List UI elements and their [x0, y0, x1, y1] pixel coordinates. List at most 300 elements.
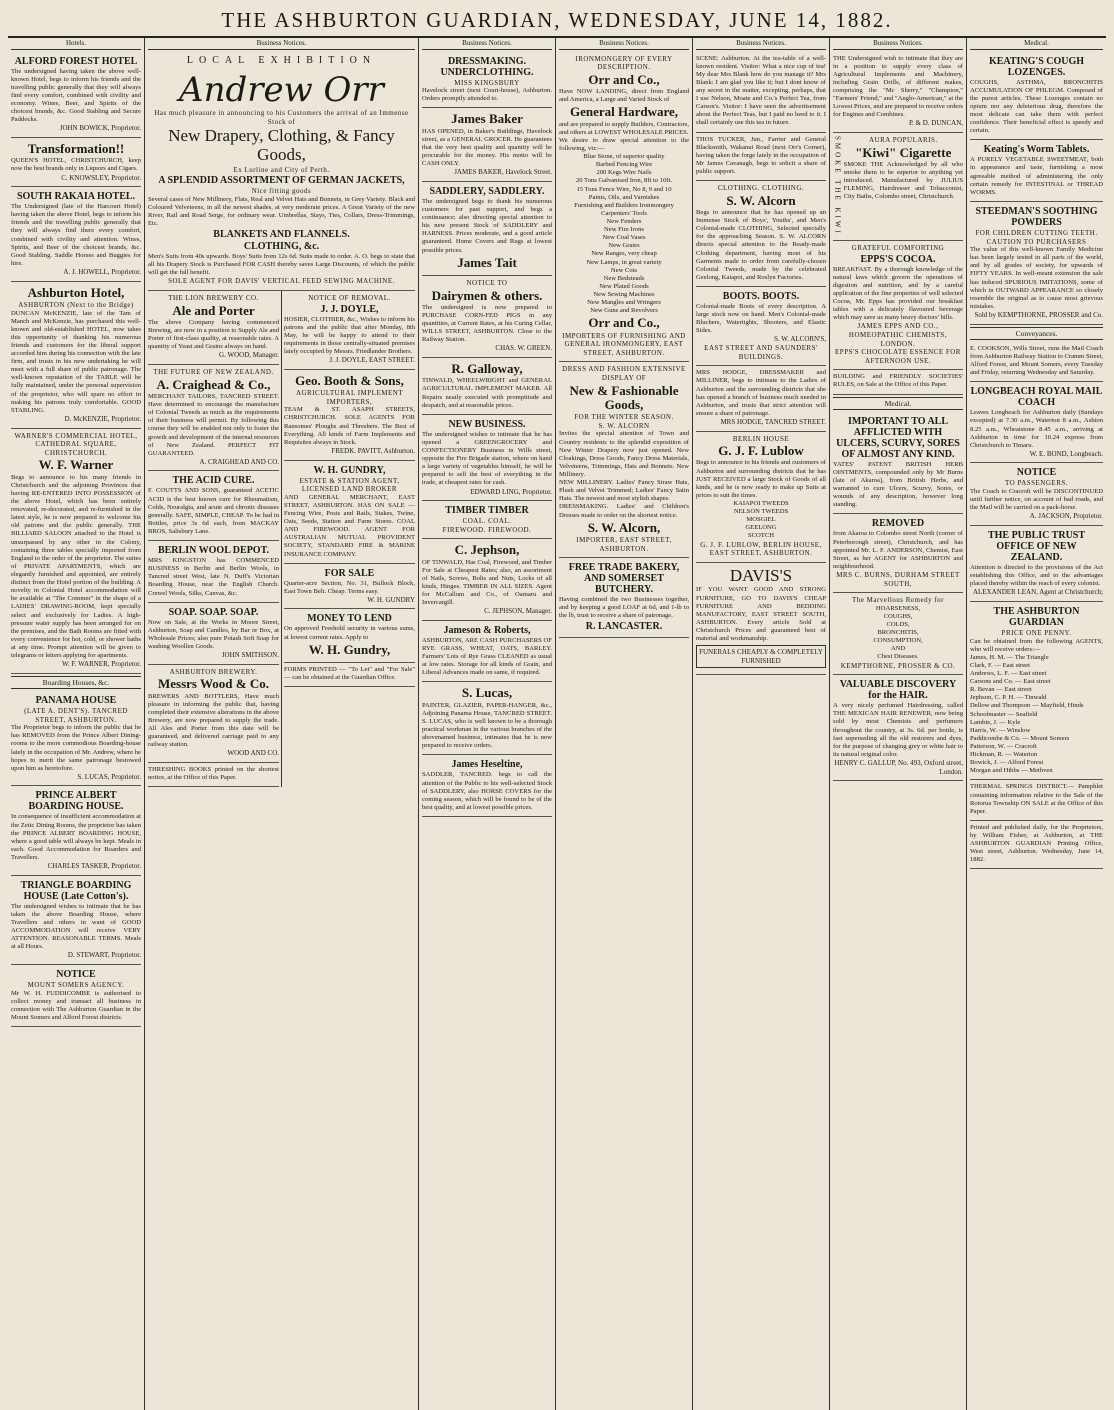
ad-subtitle: CLOTHING. CLOTHING. — [717, 184, 805, 193]
list-item: Bowick, J. — Alford Forest — [970, 759, 1044, 767]
list-item: New Bedsteads — [603, 274, 645, 282]
ad-body: Begs to announce to his friends and customers of Ashburton and surrounding districts that he has JUST RECEIVED a large Stock of Goods of all kinds, and he is now ready to make up Suits at prices to suit the times. — [696, 459, 826, 499]
ad-title: LONGBEACH ROYAL MAIL COACH — [970, 386, 1103, 409]
ad-signature: W. F. WARNER, Proprietor. — [62, 660, 141, 669]
ad-lion-brewery — [148, 291, 279, 365]
ad-tea-scene — [696, 52, 826, 133]
ad-gundry — [284, 461, 415, 564]
ad-signature: CHARLES TASKER, Proprietor. — [47, 862, 141, 871]
ad-body: HOSIER, CLOTHIER, &c., Wishes to inform his patrons and the public that after Monday, 8th May, he will be happy to attend to their requirements in those centrally-situated premises lately occupied by Messrs. Friedlander Brothers. — [284, 315, 415, 356]
millinery-body: NEW MILLINERY. Ladies' Fancy Straw Hats, Plush and Velvet Trimmed; Ladies' Fancy Satin Hats. The newest and most stylish shapes. — [559, 479, 689, 503]
ad-lublow — [696, 432, 826, 563]
ad-body: FIREWOOD. FIREWOOD. — [442, 525, 532, 534]
ad-worm-tablets — [970, 140, 1103, 202]
ad-signature: HENRY C. GALLUP, No. 493, Oxford street, London. — [834, 758, 963, 776]
ad-title: W. F. Warner — [38, 457, 114, 473]
ad-steedman — [970, 202, 1103, 325]
ad-title: James Heseltine, — [451, 759, 523, 771]
list-item: New Fenders — [606, 217, 642, 225]
ad-body: Attention is directed to the provisions of the Act establishing this Office, and to the advantages placed thereby within the reach of every colonist. — [970, 563, 1103, 588]
ad-signature: ALEXANDER LEAN, Agent at Christchurch; — [972, 588, 1103, 597]
list-item: Carsons and Co. — East street — [970, 678, 1051, 686]
ad-signature: G. J. F. LUBLOW, BERLIN HOUSE, EAST STREET, ASHBURTON. — [700, 540, 822, 558]
ad-body: Several cases of New Millinery, Flats, Real and Velvet Hats and Bonnets, in Grey Variety. Black and Coloured Velveteens, in all the newest shades, at very moderate prices. A Great Variety of the new River, Rail and Road Serge, for ordinary wear. Umbrellas, Stays, Ties, Collars, Dress-Trimmings, Etc. — [148, 195, 415, 228]
section-heading: Boarding Houses, &c. — [11, 676, 141, 689]
ad-signature: Sold by KEMPTHORNE, PROSSER and Co. — [974, 311, 1103, 320]
list-item: GEELONG — [745, 524, 777, 532]
ad-signature: EDWARD LING, Proprietor. — [470, 487, 552, 496]
ad-body: Mr W. H. FUDDICOMBE is authorised to collect money and transact all business in connection with The Ashburton Guardian in the Mount Somers and Alford Forest districts. — [11, 989, 141, 1021]
ad-ulcers — [833, 412, 963, 515]
ad-signature: A. CRAIGHEAD AND CO. — [199, 457, 279, 466]
ad-subtitle: COAL. COAL. — [462, 517, 512, 526]
ad-guardian-agents — [970, 602, 1103, 780]
ad-body: Leaves Longbeach for Ashburton daily (Sundays excepted) at 7.30 a.m., Waterton 8 a.m., Ashton 8.25 a.m., Wheatstone 8.45 a.m., arriving at Ashburton in time for 10.24 express from Christchurch to Timaru. — [970, 409, 1103, 449]
ad-body: In consequence of insufficient accommodation at the Zetic Dining Rooms, the proprietor has taken the PRINCE ALBERT BOARDING HOUSE, where a good table will always be kept. Meals in each. Good Accommodation for Boarders and Travellers. — [11, 813, 141, 862]
ad-title: PRINCE ALBERT BOARDING HOUSE. — [28, 790, 124, 813]
ad-subtitle: ASHBURTON (Next to the Bridge) — [18, 300, 134, 309]
ad-body: SADDLER, TANCRED. begs to call the attention of the Public to his well-selected Stock of SADDLERY, also HORSE COVERS for the coming season, which will be found to be of the best quality, and at lowest possible prices. — [422, 771, 552, 811]
ad-signature: WOOD AND CO. — [227, 749, 279, 758]
sole-agent-line: SOLE AGENT FOR DAVIS' VERTICAL FEED SEWING MACHINE. — [168, 277, 395, 286]
ad-title: SOUTH RAKAIA HOTEL. — [16, 191, 136, 203]
ad-title: KEATING'S COUGH LOZENGES. — [988, 55, 1085, 78]
list-item: Chest Diseases. — [877, 653, 919, 661]
ad-signature: S. LUCAS, Proprietor. — [77, 772, 141, 781]
ad-acid-cure — [148, 471, 279, 541]
imprint-text: Printed and published daily, for the Proprietors, by William Fisher, at Ashburton, at THE ASHBURTON GUARDIAN Printing Office, West street, Ashburton. Wednesday, June 14, 1882. — [970, 823, 1103, 864]
ad-signature: JOHN SMITHSON. — [221, 651, 279, 660]
caution-line: CAUTION TO PURCHASERS — [986, 237, 1087, 246]
ad-body: Quarter-acre Section, No. 31, Bullock Block, East Town Belt. Cheap. Terms easy. — [284, 579, 415, 595]
columns — [8, 38, 1106, 1410]
list-item: Andrews, L. F. — East street — [970, 669, 1047, 677]
ad-prince-albert — [11, 786, 141, 875]
list-item: R. Bevan — East street — [970, 686, 1032, 694]
hardware-heading: General Hardware, — [569, 104, 679, 120]
column-heading: Business Notices. — [422, 38, 552, 50]
blankets-heading: BLANKETS AND FLANNELS. — [213, 229, 350, 241]
ad-signature: R. LANCASTER. — [585, 621, 663, 633]
ad-title: Keating's Worm Tablets. — [983, 144, 1090, 156]
ad-title: SOAP. SOAP. SOAP. — [168, 606, 259, 618]
ad-body: A PURELY VEGETABLE SWEETMEAT, both in appearance and taste, furnishing a most agreeable method of administering the only certain remedy for INTESTINAL or THREAD WORMS. — [970, 156, 1103, 196]
section-heading: Conveyances. — [970, 327, 1103, 340]
ad-ashburton-hotel — [11, 282, 141, 429]
ad-intro: Has much pleasure in announcing to his Customers the arrival of an Immense Stock of — [154, 108, 409, 126]
ad-title: G. J. F. Lublow — [718, 443, 804, 459]
list-item: HOARSENESS, — [875, 604, 921, 612]
list-item: New Lamps, in great variety — [586, 258, 662, 266]
ad-body: The undersigned wishes to intimate that he has taken the above Boarding House, where Travellers and others in want of GOOD ACCOMMODATION will receive VERY ATTENTION. REASONABLE TERMS. Meals at all Hours. — [11, 902, 141, 951]
ad-epps-cocoa — [833, 241, 963, 370]
ad-subtitle: (LATE A. DENT'S). TANCRED STREET, ASHBURTON. — [24, 707, 128, 724]
ad-title: NOTICE — [56, 969, 96, 981]
ad-notice-passengers — [970, 463, 1103, 526]
ad-signature: S. W. ALCORN — [598, 421, 650, 430]
ad-body: A very nicely perfumed Hairdressing, called THE MEXICAN HAIR RENEWER, now being sold by most Chemists and perfumers throughout the country, at 3s. 6d. per bottle, is fast superseding all the old restorers and dyes, for the purpose of changing grey or white hair to its natural original color. — [833, 702, 963, 758]
ad-subtitle: REMOVED — [871, 518, 925, 530]
ad-body: THERMAL SPRINGS DISTRICT.— Pamphlet containing information relative to the Sale of the Rotorua Township ON SALE at the Office of this Paper. — [970, 783, 1103, 815]
ad-title: R. Galloway, — [451, 361, 523, 377]
ad-thermal-springs — [970, 780, 1103, 820]
ad-triangle-boarding — [11, 876, 141, 965]
clothing-heading: CLOTHING, &c. — [243, 241, 320, 253]
attention-line: We desire to draw special attention to the following, viz:— — [559, 136, 689, 152]
list-item: NELSON TWEEDS — [733, 508, 789, 516]
ad-signature: P. & D. DUNCAN, — [908, 119, 963, 128]
column-medical — [967, 38, 1106, 1410]
list-item: James, H. M. — The Triangle — [970, 653, 1049, 661]
ad-kempthorne-remedy — [833, 593, 963, 675]
column-business-notices-main — [145, 38, 419, 1410]
ad-subtitle: MOUNT SOMERS AGENCY. — [27, 981, 125, 990]
ad-body: HAS OPENED, in Baker's Buildings, Havelock street, as a GENERAL GROCER. He guarantees that the very best quality and quantity will be procurable for the money. His motto will be CASH ONLY. — [422, 127, 552, 168]
list-item: New Ranges, very cheap — [591, 250, 657, 258]
list-item: COLDS, — [886, 621, 910, 629]
ad-body: MRS KINGSTON has COMMENCED BUSINESS in Berlin and Berlin Wools, in Tancred street West, late N. Duff's Victorian Boarding House, near the English Church. Crewel Wools, Silks, Canvas, &c. — [148, 557, 279, 597]
ad-subtitle: THE LION BREWERY CO. — [168, 294, 259, 303]
ad-body: TEAM & ST. ASAPH STREETS, CHRISTCHURCH. SOLE AGENTS FOR Ransomes' Ploughs and Threshers. The Best of Everything. All kinds of Farm Implements and Requisites always in Stock. — [284, 406, 415, 446]
ad-body: The value of this well-known Family Medicine has been largely tested in all parts of the world, and by all grades of society, for upwards of FIFTY YEARS. In well-meant extension the sale has induced SPURIOUS IMITATIONS, some of which in OUTWARD APPEARANCE so closely resemble the original as to cause most grievous mistakes. — [970, 246, 1103, 310]
ad-signature: MRS HODGE, TANCRED STREET. — [720, 417, 826, 426]
ad-panama-house — [11, 691, 141, 786]
list-item: Schoolmaster — Seafield — [970, 710, 1038, 718]
ad-body: The Undersigned (late of the Harcourt Hotel) having taken the above Hotel, begs to inform his friends and the travelling public generally that they will always find there every comfort, combined with civility and attention. Wines, Spirits, and Beer of the choicest brands, &c. Good Stabling. Saddle Horses and Buggies for hire. — [11, 203, 141, 267]
ad-jephson — [422, 539, 552, 621]
ad-alford-forest-hotel — [11, 52, 141, 138]
list-item: New Fire Irons — [604, 226, 644, 234]
ad-title: ALFORD FOREST HOTEL — [14, 55, 138, 67]
ad-subtitle: EAST STREET AND SAUNDERS' BUILDINGS. — [704, 344, 818, 361]
ad-body: YATES' PATENT BRITISH HERB OINTMENTS, compounded only by Mr Burns (late of Akaroa), from British Herbs, and warranted to cure Ulcers, Scurvy, Sores, or wounds of any description, however long standing. — [833, 460, 963, 509]
ad-s-lucas — [422, 682, 552, 755]
ad-body: FORMS PRINTED — "To Let" and "For Sale" — can be obtained at the Guardian Office. — [284, 665, 415, 682]
ad-jameson-roberts — [422, 621, 552, 683]
ad-body: Begs to announce to his many friends in Christchurch and the adjoining Provinces that having RE-ENTERED INTO POSSESSION of the above Hotel, which has been entirely renovated, re-decorated, and re-furnished in the latest style, he is now prepared to welcome his old patrons and the public generally. THE BILLIARD SALOON attached to the Hotel is unsurpassed by any other in the Colony, containing three tables specially imported from England to the order of the proprietor. The suites of PRIVATE APARTMENTS, which are elegantly furnished and appointed, are entirely distinct from the Hotel portion of the building. A novelty in Colonial Hotel accommodation will be available at "The Commer" in the shape of a LADIES' DRAWING-ROOM, kept specially select and exclusively for Ladies. A high-pressure water supply has been arranged for on the premises, and the Bath Rooms are fitted with every convenience for hot, cold, or shower baths at any time. Prompt attention will be given to telegrams or letters applying for apartments. — [11, 473, 141, 660]
list-item: 20 Tons Galvanised Iron, 8ft to 10ft. — [575, 177, 673, 185]
list-item: New Guns and Revolvers — [590, 307, 658, 315]
side-banner: SMOKE THE KIWI — [833, 136, 842, 236]
ad-cookson-coach — [970, 342, 1103, 382]
ad-saddlery — [422, 182, 552, 276]
ad-subtitle: IRONMONGERY OF EVERY DESCRIPTION. — [575, 54, 673, 72]
ad-andrew-orr — [148, 52, 415, 291]
ad-body: The undersigned wishes to intimate that he has opened a GREENGROCERY and CONFECTIONERY Business in Wills street, opposite the Fire Brigade station, where on hand a large variety of vegetables himself, he will be prepared to sell the best of everything in the trade, at cheapest rates for cash. — [422, 430, 552, 487]
ad-subtitle: TO PASSENGERS. — [1004, 479, 1069, 488]
ad-signature: D. STEWART, Proprietor. — [67, 951, 141, 960]
ad-signature: James Tait — [457, 254, 517, 270]
ad-title: New Drapery, Clothing, & Fancy Goods, — [168, 126, 395, 164]
ad-alcorn-dress — [559, 362, 689, 558]
ad-title: BOOTS. BOOTS. — [722, 291, 800, 303]
ad-title: SADDLERY, SADDLERY. — [429, 185, 545, 197]
list-item: CONSUMPTION, — [873, 637, 923, 645]
ad-galloway — [422, 358, 552, 415]
ad-signature: A. J. HOWELL, Proprietor. — [63, 267, 141, 276]
ad-body: THOS TUCKER, Jun., Farrier and General Blacksmith, Wakanui Road (next Orr's Corner), having taken the forge lately in the occupation of Mr James Cavanagh, begs to solicit a share of public support. — [696, 135, 826, 176]
ad-subtitle: IMPORTERS OF FURNISHING AND GENERAL IRONMONGERY, EAST STREET, ASHBURTON. — [562, 331, 686, 357]
signature-logo: Andrew Orr — [179, 69, 384, 110]
ad-title: S. W. Alcorn, — [587, 519, 661, 535]
ad-duncan-implements — [833, 52, 963, 133]
ad-body: Begs to announce that he has opened up an Immense Stock of Boys', Youths', and Men's Colonial-made CLOTHING, Selected specially for the approaching Season. S. W. ALCORN directs special attention to the Ready-made Clothing department, having most of his Garments made to order from carefully-chosen Colonial Tweeds, made by the celebrated Geelong, Kaiapoi, and Roslyn Factories. — [696, 209, 826, 281]
list-item: New Grates — [608, 242, 640, 250]
ad-threshing-books — [148, 763, 279, 787]
ad-title: Ale and Porter — [172, 302, 255, 318]
list-item: 200 Kegs Wire Nails — [596, 169, 652, 177]
column-heading: Hotels. — [11, 38, 141, 50]
ad-keating-lozenges — [970, 52, 1103, 141]
ad-title: New & Fashionable Goods, — [569, 382, 679, 412]
ad-title: C. Jephson, — [454, 542, 520, 558]
list-item: Dellow and Thompson — Mayfield, Hinds — [970, 702, 1084, 710]
list-item: Clark, F. — East street — [970, 661, 1030, 669]
list-item: Harris, W. — Winslow — [970, 726, 1031, 734]
list-item: Barbed Fencing Wire — [595, 161, 653, 169]
ad-subtitle: AGRICULTURAL IMPLEMENT IMPORTERS, — [295, 389, 404, 406]
kiwi-main — [844, 136, 963, 236]
ad-body: BREWERS AND BOTTLERS, Have much pleasure in informing the public that, having completed their extensive alterations in the above Brewery, are now prepared to supply the trade. All Ales and Porter from this date will be guaranteed, and delivered carriage paid to any railway station. — [148, 692, 279, 749]
column-heading: Business Notices. — [696, 38, 826, 50]
list-item: New Coal Vases — [602, 234, 646, 242]
ad-title: PANAMA HOUSE — [35, 695, 117, 706]
masthead: THE ASHBURTON GUARDIAN, WEDNESDAY, JUNE 14, 1882. — [8, 6, 1106, 38]
ad-transformation — [11, 138, 141, 187]
ad-mrs-hodge — [696, 366, 826, 431]
ad-title: THE ACID CURE. — [172, 475, 255, 487]
ad-title: THE ASHBURTON GUARDIAN — [993, 605, 1080, 628]
list-item: AND — [890, 645, 906, 653]
ad-kiwi-cigarette — [833, 133, 963, 241]
ad-body: The above Company having commenced Brewing, are now in a position to Supply Ale and Porter of first-class quality, at reasonable rates. A quantity of Yeast and Grains always on hand. — [148, 319, 279, 351]
ad-body: Invites the special attention of Town and Country residents to the splendid exposition of New Winter Drapery now just opened. New Cloakings, Dress Goods, Fancy Dress Materials, Velveteens, Trimmings, Hats and Bonnets. New Millinery. — [559, 430, 689, 478]
ad-tucker — [696, 133, 826, 182]
ad-title: A. Craighead & Co., — [156, 376, 271, 392]
ad-signature: G. WOOD, Manager. — [219, 351, 279, 360]
ad-title: BERLIN WOOL DEPOT. — [157, 545, 270, 557]
ad-body: On approved Freehold security in various sums, at lowest current rates. Apply to — [284, 625, 415, 641]
list-item: New Cots — [610, 266, 638, 274]
ad-alcorn-clothing — [696, 181, 826, 287]
season-line: FOR THE WINTER SEASON. — [574, 413, 674, 422]
ad-signature: S. W. ALCORN'S, — [773, 335, 826, 344]
ad-body: DUNCAN McKENZIE, late of the Tam of Manch and McKenzie, has purchased this well-known and old-established HOTEL, now takes this opportunity of thanking his numerous friends and customers for the liberal support accorded him during his connection with the late firm, and trusts in his new undertaking he will meet with a full share of public patronage. The well-known reputation of the TABLE will be fully maintained, under the personal supervision of the proprietor, who will spare no effort in making his patrons truly comfortable. GOOD STABLING. — [11, 309, 141, 414]
funerals-box: FUNERALS CHEAPLY & COMPLETELY FURNISHED — [696, 645, 826, 668]
list-item: 15 Tons Fence Wire, No 8, 9 and 10 — [576, 185, 672, 193]
column-business-notices-4 — [556, 38, 693, 1410]
ad-forms-printed — [284, 663, 415, 687]
ad-body: COUGHS, ASTHMA, BRONCHITIS ACCUMULATION OF PHLEGM. Composed of the purest articles. These Lozenges contain no opium nor any deleterious drug, therefore the most delicate can take them with perfect confidence. Their beneficial effect is speedy and certain. — [970, 78, 1103, 135]
list-item: Morgan and Hibbs — Methven — [970, 767, 1053, 775]
list-item: Paddicombe & Co. — Mount Somers — [970, 734, 1070, 742]
ad-title: NEW BUSINESS. — [448, 418, 526, 430]
ad-doyle — [284, 291, 415, 370]
ad-subtitle: GRATEFUL COMFORTING — [851, 243, 945, 252]
ad-title: EPPS'S COCOA. — [860, 253, 936, 265]
ad-wood-brewery — [148, 665, 279, 763]
imprint — [970, 821, 1103, 870]
ad-body: from Akaroa to Colombo street North (corner of Peterborough street), Christchurch, and has appointed Mr. L. F. ANDERSON, Chemist, East Street, as her AGENT for ASHBURTON and neighbourhood. — [833, 530, 963, 570]
ad-title: DRESSMAKING. UNDERCLOTHING. — [440, 55, 534, 78]
ad-title: "Kiwi" Cigarette — [855, 144, 952, 160]
ad-subtitle: FOR CHILDREN CUTTING TEETH. — [975, 228, 1098, 237]
ad-body: SMOKE THE Acknowledged by all who smoke them to be superior to anything yet introduced. Manufactured by JULIUS FLEMING, Hairdresser and Tobacconist, City Baths, Colombo street, Christchurch. — [843, 161, 963, 201]
ad-signature: KEMPTHORNE, PROSSER & CO. — [840, 661, 956, 670]
ad-warner-hotel — [11, 429, 141, 674]
ad-signature: W. H. GUNDRY — [367, 595, 415, 604]
ad-title: Dairymen & others. — [431, 287, 543, 303]
list-item: New Plated Goods — [599, 282, 649, 290]
ad-title: Ashburton Hotel, — [27, 284, 125, 300]
ad-subtitle: THE FUTURE OF NEW ZEALAND. — [153, 368, 274, 377]
ad-kingsbury — [422, 52, 552, 109]
ad-signature: D. McKENZIE, Proprietor. — [64, 414, 141, 423]
ad-title: Geo. Booth & Sons, — [295, 372, 404, 388]
list-item: KAIAPOI TWEEDS — [733, 500, 789, 508]
ad-title: IMPORTANT TO ALL AFFLICTED WITH ULCERS, SCURVY, SORES OF ALMOST ANY KIND. — [836, 415, 960, 460]
ad-body: ASHBURTON, ARE CASH PURCHASERS OF RYE GRASS, WHEAT, OATS, BARLEY. Farmers' Lots of Rye Grass CLEANED as usual at low rates. Storage for all kinds of Grain, and Liberal Advances made on same, if required. — [422, 636, 552, 677]
ad-hair-discovery — [833, 675, 963, 781]
ad-title: Messrs Wood & Co. — [158, 676, 269, 692]
ad-money-to-lend — [284, 609, 415, 663]
ad-for-sale — [284, 564, 415, 610]
ad-heseltine — [422, 755, 552, 817]
ad-signature: JOHN BOWICK, Proprietor. — [59, 124, 141, 133]
ad-orr-hardware — [559, 52, 689, 363]
ad-body: BUILDING and FRIENDLY SOCIETIES' RULES, on Sale at the Office of this Paper. — [833, 373, 963, 389]
column-business-notices-5 — [693, 38, 830, 1410]
ad-subtitle: NOTICE OF REMOVAL. — [308, 294, 391, 303]
ad-signature: CHAS. W. GREEN. — [495, 344, 552, 353]
ad-body: TINWALD, WHEELWRIGHT and GENERAL AGRICULTURAL IMPLEMENT MAKER. All Repairs neatly executed with promptitude and despatch, and at reasonable prices. — [422, 377, 552, 409]
stock-list — [559, 153, 689, 315]
ad-title: S. W. Alcorn — [726, 192, 796, 208]
ad-title: Transformation!! — [27, 140, 125, 156]
sub-column-left — [148, 291, 279, 787]
ad-body: Now on Sale, at the Works in Moore Street, Ashburton, Soap and Candles, by Bar or Box, at Wholesale Prices; also pure Potash Soft Soap for washing Woollen Goods. — [148, 618, 279, 650]
list-item: Carpenters' Tools — [601, 209, 647, 217]
ad-body: BREAKFAST. By a thorough knowledge of the natural laws which govern the operations of digestion and nutrition, and by a careful application of the fine properties of well selected Cocoa, Mr. Epps has provided our breakfast tables with a delicately flavoured beverage which may save us many heavy doctors' bills. — [833, 265, 963, 322]
list-item: Jephson, C. P. H. — Tinwald — [970, 694, 1047, 702]
ad-burns-removed — [833, 514, 963, 593]
ad-body: QUEEN'S HOTEL, CHRISTCHURCH, keep now the best brands only in Liquors and Cigars. — [11, 157, 141, 173]
list-item: Hickman, R. — Waterton — [970, 751, 1038, 759]
ad-body: Can be obtained from the following AGENTS, who will receive orders:— — [970, 637, 1103, 653]
ad-body: The undersigned having taken the above well-known Hotel, begs to inform his friends and the travelling public generally that they will always find every comfort, combined with civility and economy. Wines, Beer, and Spirits of the choicest brands, &c. Good Stabling and Secure Paddocks. — [11, 67, 141, 124]
ad-body: F. COUTTS AND SONS, guaranteed ACETIC ACID is the best known cure for Rheumatism, Colds, Neuralgia, and acute and chronic diseases generally. SAFE, SIMPLE, CHEAP. To be had in Bottles, price 3s 6d each, from MACKAY BROS, Salisbury Lane. — [148, 487, 279, 535]
ad-subtitle: IMPORTER, EAST STREET, ASHBURTON. — [576, 535, 672, 553]
ad-subtitle: ESTATE & STATION AGENT, LICENSED LAND BROKER — [299, 476, 400, 494]
ad-body: THRESHING BOOKS printed on the shortest notice, at the Office of this Paper. — [148, 765, 279, 782]
ad-body: The Proprietor begs to inform the public that he has REMOVED from the Prince Albert Dining-rooms to the more commodious Boarding-house lately in the occupation of Mr. Andrew, where he hopes to merit the same patronage bestowed upon him as heretofore. — [11, 724, 141, 772]
ad-signature: FREDK. PAVITT, Ashburton. — [331, 446, 415, 455]
ad-body: IF YOU WANT GOOD AND STRONG FURNITURE, GO TO DAVIS'S CHEAP FURNITURE AND BEDDING MANUFACTORY, EAST STREET SOUTH, ASHBURTON. Every article Sold at Christchurch Prices and guaranteed best of material and workmanship. — [696, 586, 826, 643]
ad-signature: J. J. DOYLE, EAST STREET. — [329, 356, 415, 365]
ad-subtitle: Ex Lurline and City of Perth. — [233, 165, 330, 174]
ad-timber — [422, 501, 552, 539]
ad-new-business — [422, 415, 552, 501]
ad-davis-furniture — [696, 563, 826, 676]
ad-signature: A. JACKSON, Proprietor. — [1029, 512, 1103, 521]
ad-title: NOTICE — [1016, 467, 1057, 479]
list-item: BRONCHITIS, — [877, 629, 919, 637]
list-item: MOSGIEL — [746, 516, 776, 524]
column-hotels — [8, 38, 145, 1410]
ad-signature: JAMES BAKER, Havelock Street. — [454, 168, 552, 177]
ad-james-baker — [422, 108, 552, 181]
exhibition-heading: LOCAL EXHIBITION — [186, 54, 377, 66]
ad-body: The undersigned is now prepared to PURCHASE CORN-FED PIGS in any quantities, at Current Rates, at his Curing Cellar, WILLS STREET, ASHBURTON. Close to the Railway Station. — [422, 303, 552, 344]
ad-body: and are prepared to supply Builders, Contractors, and others at LOWEST WHOLESALE PRICES. — [559, 120, 689, 136]
ad-signature: MRS C. BURNS, DURHAM STREET SOUTH, — [836, 570, 960, 588]
ad-signature: JAMES EPPS AND CO., HOMEOPATHIC CHEMISTS, LONDON. — [848, 322, 948, 348]
section-heading: Medical. — [833, 397, 963, 410]
ad-title: DAVIS'S — [729, 565, 793, 585]
list-item: Patterson, W. — Cracroft — [970, 742, 1037, 750]
list-item: Furnishing and Builders Ironmongery — [574, 201, 674, 209]
ad-title: FOR SALE — [324, 567, 375, 579]
ad-body: THE Undersigned wish to intimate that they are in a position to supply every class of Agricultural Implements and Machinery, including Grain Drills, of different makes, comprising the "Mc Sherry," "Champion," "Farmers' Friend," and "Anglo-American," at the Lowest Prices, and are prepared to receive orders for Engines and Combines. — [833, 54, 963, 119]
column-heading: Business Notices. — [559, 38, 689, 50]
ad-subtitle: WARNER'S COMMERCIAL HOTEL, CATHEDRAL SQUARE, CHRISTCHURCH. — [14, 431, 138, 457]
list-item: Lambie, J. — Kyle — [970, 718, 1021, 726]
ad-craighead — [148, 365, 279, 471]
column-business-notices-3 — [419, 38, 556, 1410]
ad-notice-mount-somers — [11, 965, 141, 1027]
ad-title: W. H. GUNDRY, — [313, 464, 386, 476]
ad-body: MERCHANT TAILORS, TANCRED STREET. Have determined to encourage the manufacture of Colonial Tweeds as much as the requirements of their business will permit. By following this course they will be enabled not only to foster the growth and development of the internal resources of New Zealand. PERFECT FIT GUARANTEED. — [148, 392, 279, 457]
ad-body: The Coach to Cracroft will be DISCONTINUED until further notice, on account of bad roads, and the Mail will be carried on a pack-horse. — [970, 488, 1103, 512]
ad-public-trust — [970, 526, 1103, 602]
two-column-block — [148, 291, 415, 787]
ad-building-rules — [833, 370, 963, 394]
ad-boots — [696, 287, 826, 366]
column-heading: Business Notices. — [833, 38, 963, 50]
ad-title: STEEDMAN'S SOOTHING POWDERS — [975, 205, 1098, 228]
ad-title: J. J. DOYLE, — [320, 303, 379, 315]
ad-body: AND GENERAL MERCHANT, EAST STREET, ASHBURTON. HAS ON SALE — Fencing Wire, Posts and Rails, Stakes, Twine, Oats, Seeds, Station and Farm Stores. COAL AND FIREWOOD. AGENT FOR AUSTRALIAN MUTUAL PROVIDENT SOCIETY, STANDARD FIRE & MARINE INSURANCE COMPANY. — [284, 493, 415, 558]
ad-signature: W. H. Gundry, — [308, 641, 391, 657]
ad-bakery — [559, 558, 689, 638]
ad-south-rakaia-hotel — [11, 187, 141, 281]
column-heading: Medical. — [970, 38, 1103, 50]
ad-subtitle: BERLIN HOUSE — [732, 434, 790, 443]
ad-title: TIMBER TIMBER — [445, 505, 529, 517]
list-item: Blue Stone, of superior quality — [583, 153, 665, 161]
ad-title: Orr and Co., — [588, 315, 660, 331]
dressmaking-body: DRESSMAKING. Ladies' and Children's Dresses made to order on the shortest notice. — [559, 503, 689, 519]
agents-list — [970, 654, 1103, 776]
ad-title: MONEY TO LEND — [307, 613, 392, 625]
ad-title: Jameson & Roberts, — [443, 624, 531, 636]
ad-body: Have NOW LANDING, direct from England and America, a Large and Varied Stock of — [559, 88, 689, 104]
sub-column-right — [281, 291, 415, 787]
ad-title: FREE TRADE BAKERY, AND SOMERSET BUTCHERY. — [568, 562, 680, 596]
ad-subtitle: ASHBURTON BREWERY. — [169, 667, 258, 676]
ad-body: MRS HODGE, DRESSMAKER and MILLINER, begs to intimate to the Ladies of Ashburton and the surrounding districts that she has opened a branch of business much needed in Ashburton, and trusts that strict attention will ensure a share of patronage. — [696, 369, 826, 417]
column-heading: Business Notices. — [148, 38, 415, 50]
ad-body: The undersigned begs to thank his numerous customers for past support, and begs a continuance; also directing special attention to his new present Stock of SADDLERY and HARNESS. Prices moderate, and a good article guaranteed. Home Covers and Rugs at lowest possible prices. — [422, 197, 552, 254]
ad-berlin-wool — [148, 541, 279, 603]
ad-body: Havelock street (next Court-house), Ashburton. Orders promptly attended to. — [422, 87, 552, 103]
ad-body: OF TINWALD, Has Coal, Firewood, and Timber For Sale at Cheapest Rates; also, an assortment of Nails, Screws, Bolts and Nuts, Locks of all kinds, Hinges. TIMBER IN ALL SIZES. Agent for McCallum and Co., of Oamaru and Invercargill. — [422, 558, 552, 607]
ad-booth-sons — [284, 370, 415, 461]
ad-body: Men's Suits from 40s upwards. Boys' Suits from 12s 6d. Suits made to order. A. O. begs to state that all his Drapery Stock is Purchased FOR CASH thereby saves Large Discounts, of which the public will get the full benefit. — [148, 253, 415, 277]
jackets-heading: A SPLENDID ASSORTMENT OF GERMAN JACKETS, — [158, 175, 405, 187]
list-item: New Mangles and Wringers — [587, 299, 661, 307]
ad-body: E. COOKSON, Wills Street, runs the Mail Coach from Ashburton Railway Station to Cramm Street, Alford Forest, and Mount Somers, every Tuesday and Friday, returning Wednesday and Saturday. — [970, 344, 1103, 377]
